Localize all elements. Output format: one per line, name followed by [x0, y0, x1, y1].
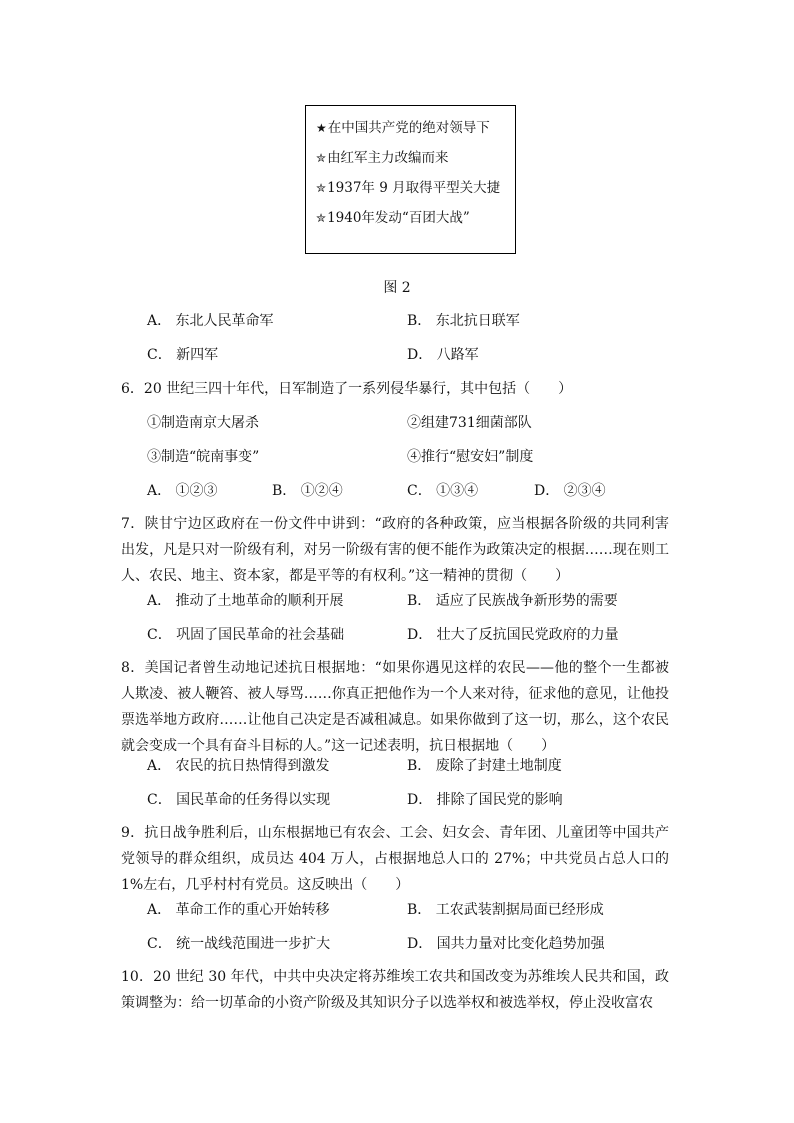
- figure-item: ★在中国共产党的绝对领导下: [316, 120, 490, 136]
- star-outline-icon: ✮: [316, 151, 327, 165]
- figure-item: ✮1940年发动“百团大战”: [316, 210, 470, 226]
- q9-stem: 9．抗日战争胜利后，山东根据地已有农会、工会、妇女会、青年团、儿童团等中国共产党领导的群众组织，成员达 404 万人，占根据地总人口的 27%；中共党员占总人口的 1%左右，几乎村村有党员。这反映出（ ）: [121, 825, 669, 893]
- q5-option-a: A． 东北人民革命军: [147, 313, 274, 329]
- q9-option-c: C． 统一战线范围进一步扩大: [147, 936, 331, 952]
- q6-item-3: ③制造“皖南事变”: [147, 449, 260, 465]
- figure-box: [305, 105, 516, 254]
- q5-option-d: D． 八路军: [407, 347, 479, 363]
- star-icon: ★: [316, 121, 327, 135]
- q9-option-d: D． 国共力量对比变化趋势加强: [407, 936, 605, 952]
- q9-option-b: B． 工农武装割据局面已经形成: [407, 902, 604, 918]
- figure-item: ✮1937年 9 月取得平型关大捷: [316, 180, 501, 196]
- q6-option-d: D． ②③④: [534, 483, 606, 499]
- q8-stem: 8．美国记者曾生动地记述抗日根据地：“如果你遇见这样的农民——他的整个一生都被人欺凌、被人鞭笞、被人辱骂……你真正把他作为一个人来对待，征求他的意见，让他投票选举地方政府……让他自己决定是否减租减息。如果你做到了这一切，那么，这个农民就会变成一个具有奋斗目标的人。”这一记述表明，抗日根据地（ ）: [121, 660, 669, 754]
- q5-option-c: C． 新四军: [147, 347, 219, 363]
- q6-option-a: A． ①②③: [147, 483, 218, 499]
- figure-caption: 图 2: [383, 280, 411, 296]
- star-outline-icon: ✮: [316, 181, 327, 195]
- q6-option-c: C． ①③④: [407, 483, 479, 499]
- q6-item-4: ④推行“慰安妇”制度: [407, 449, 534, 465]
- star-outline-icon: ✮: [316, 211, 327, 225]
- q8-option-d: D． 排除了国民党的影响: [407, 792, 563, 808]
- q6-item-1: ①制造南京大屠杀: [147, 415, 259, 431]
- q7-stem: 7．陕甘宁边区政府在一份文件中讲到：“政府的各种政策，应当根据各阶级的共同利害出发，凡是只对一阶级有利，对另一阶级有害的便不能作为政策决定的根据……现在则工人、农民、地主、资本家，都是平等的有权利。”这一精神的贯彻（ ）: [121, 516, 669, 584]
- q7-option-b: B． 适应了民族战争新形势的需要: [407, 593, 618, 609]
- q8-option-a: A． 农民的抗日热情得到激发: [147, 758, 330, 774]
- q6-option-b: B． ①②④: [272, 483, 343, 499]
- q9-option-a: A． 革命工作的重心开始转移: [147, 902, 330, 918]
- q8-option-b: B． 废除了封建土地制度: [407, 758, 562, 774]
- q6-item-2: ②组建731细菌部队: [407, 415, 532, 431]
- q7-option-d: D． 壮大了反抗国民党政府的力量: [407, 627, 619, 643]
- q6-stem: 6．20 世纪三四十年代，日军制造了一系列侵华暴行，其中包括（ ）: [121, 381, 573, 397]
- q7-option-a: A． 推动了土地革命的顺利开展: [147, 593, 344, 609]
- figure-item: ✮由红军主力改编而来: [316, 150, 449, 166]
- q10-stem: 10．20 世纪 30 年代，中共中央决定将苏维埃工农共和国改变为苏维埃人民共和国，政策调整为：给一切革命的小资产阶级及其知识分子以选举权和被选举权，停止没收富农: [121, 969, 669, 1011]
- q8-option-c: C． 国民革命的任务得以实现: [147, 792, 331, 808]
- q7-option-c: C． 巩固了国民革命的社会基础: [147, 627, 345, 643]
- q5-option-b: B． 东北抗日联军: [407, 313, 520, 329]
